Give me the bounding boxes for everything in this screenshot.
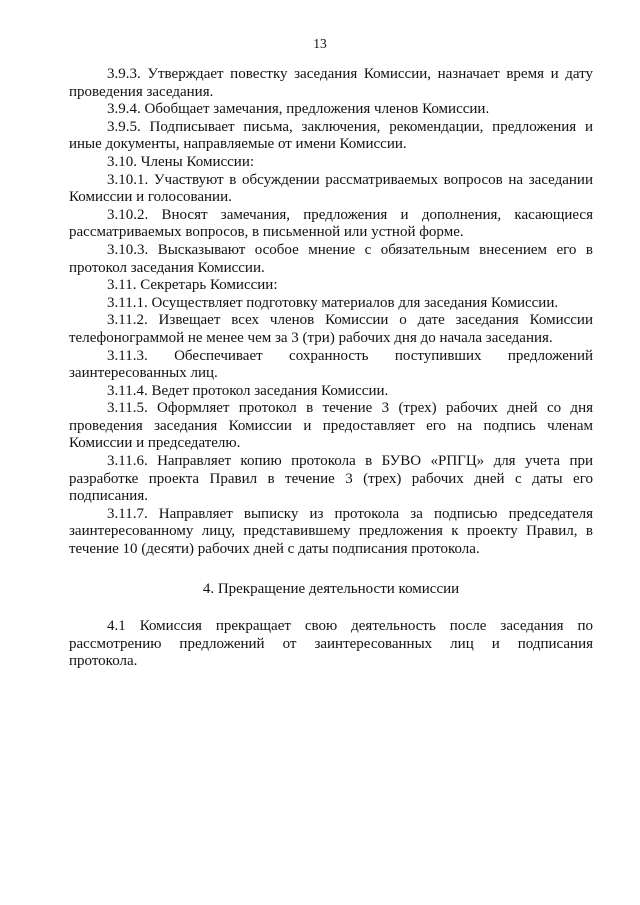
paragraph-3-11-3: 3.11.3. Обеспечивает сохранность поступивших предложений заинтересованных лиц. [69,347,593,382]
page-number: 13 [313,36,327,51]
paragraph-3-11-7: 3.11.7. Направляет выписку из протокола за подписью председателя заинтересованному лицу, представившему предложения к проекту Правил, в течение 10 (десяти) рабочих дней с даты подписания протокола. [69,505,593,558]
paragraph-3-11-4: 3.11.4. Ведет протокол заседания Комиссии. [107,382,389,399]
paragraph-3-9-4: 3.9.4. Обобщает замечания, предложения членов Комиссии. [107,101,490,118]
paragraph-3-9-3: 3.9.3. Утверждает повестку заседания Комиссии, назначает время и дату проведения заседания. [69,66,593,100]
paragraph-4-1: 4.1 Комиссия прекращает свою деятельность после заседания по рассмотрению предложений от заинтересованных лиц и подписания протокола. [69,618,593,670]
paragraph-3-11-6: 3.11.6. Направляет копию протокола в БУВО «РПГЦ» для учета при разработке проекта Правил в течение 3 (трех) рабочих дней с даты его подписания. [69,453,593,505]
paragraph-3-10: 3.10. Члены Комиссии: [107,153,255,170]
paragraph-3-9-5: 3.9.5. Подписывает письма, заключения, рекомендации, предложения и иные документы, направляемые от имени Комиссии. [69,118,593,153]
section-4-title: 4. Прекращение деятельности комиссии [202,580,460,597]
paragraph-3-11-2: 3.11.2. Извещает всех членов Комиссии о дате заседания Комиссии телефонограммой не менее чем за 3 (три) рабочих дня до начала заседания. [69,312,593,346]
paragraph-3-10-1: 3.10.1. Участвуют в обсуждении рассматриваемых вопросов на заседании Комиссии и голосовании. [69,171,593,206]
document-body [69,66,593,671]
paragraph-3-11-5: 3.11.5. Оформляет протокол в течение 3 (трех) рабочих дней со дня проведения заседания Комиссии и предоставляет его на подпись членам Комиссии и председателю. [69,400,593,452]
paragraph-3-10-2: 3.10.2. Вносят замечания, предложения и дополнения, касающиеся рассматриваемых вопросов, в письменной или устной форме. [69,206,593,241]
paragraph-3-10-3: 3.10.3. Высказывают особое мнение с обязательным внесением его в протокол заседания Комиссии. [69,241,593,276]
paragraph-3-11: 3.11. Секретарь Комиссии: [107,277,278,294]
paragraph-3-11-1: 3.11.1. Осуществляет подготовку материалов для заседания Комиссии. [107,294,559,311]
